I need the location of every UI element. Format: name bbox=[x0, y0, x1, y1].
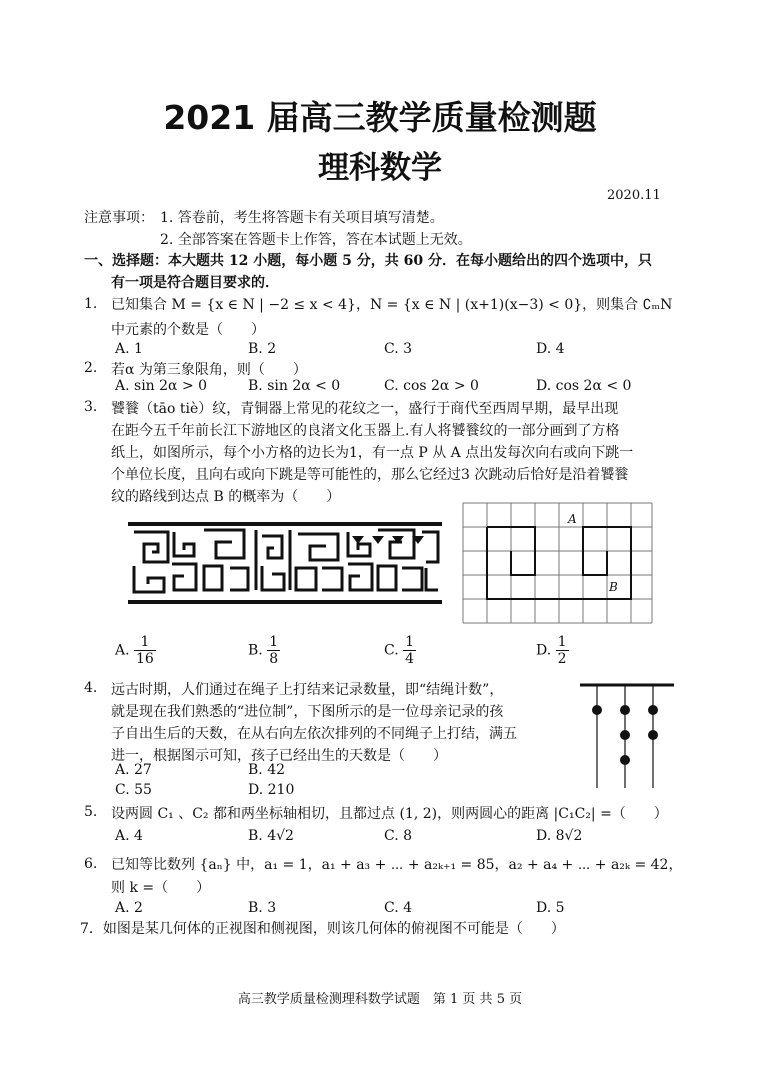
option-d: D. 210 bbox=[248, 782, 295, 798]
question-text: 已知等比数列 {aₙ} 中，a₁ = 1，a₁ + a₃ + ⋯ + a₂ₖ₊₁ = 85，a₂ + a₄ + ⋯ + a₂ₖ = 42， bbox=[111, 857, 683, 873]
option-a: A. 4 bbox=[115, 828, 143, 844]
question-number: 4. bbox=[84, 680, 98, 696]
grid-figure bbox=[462, 502, 654, 624]
page-subtitle: 理科数学 bbox=[318, 150, 442, 186]
section-heading-cont: 有一项是符合题目要求的． bbox=[111, 275, 279, 291]
option-c: C. 8 bbox=[384, 828, 413, 844]
option-a: A. 2 bbox=[115, 900, 143, 916]
question-text: 7．如图是某几何体的正视图和侧视图，则该几何体的俯视图不可能是（ ） bbox=[80, 921, 565, 937]
notice-label: 注意事项： bbox=[84, 210, 154, 226]
option-d: D. $\frac{1}{2}$ bbox=[536, 634, 567, 667]
option-c: C. 55 bbox=[115, 782, 152, 798]
option-d: D. 4 bbox=[536, 341, 565, 357]
question-number: 3. bbox=[84, 399, 98, 415]
option-a: A. $\frac{1}{16}$ bbox=[115, 634, 154, 667]
grid-label-b: B bbox=[609, 580, 618, 594]
question-number: 6. bbox=[84, 856, 98, 872]
page-footer: 高三教学质量检测理科数学试题 第 1 页 共 5 页 bbox=[237, 992, 523, 1007]
question-number: 5. bbox=[84, 804, 98, 820]
option-d: D. 8√2 bbox=[536, 828, 583, 844]
option-d: D. 5 bbox=[536, 900, 565, 916]
option-b: B. 2 bbox=[248, 341, 277, 357]
question-text: 个单位长度，且向右或向下跳是等可能性的，那么它经过3 次跳动后恰好是沿着饕餮 bbox=[111, 467, 629, 483]
option-c: C. $\frac{1}{4}$ bbox=[384, 634, 415, 667]
option-b: B. $\frac{1}{8}$ bbox=[248, 634, 279, 667]
section-heading: 一、选择题：本大题共 12 小题，每小题 5 分，共 60 分．在每小题给出的四个选项中，只 bbox=[84, 253, 652, 269]
notice-item: 2. 全部答案在答题卡上作答，答在本试题上无效。 bbox=[160, 232, 472, 248]
option-c: C. 4 bbox=[384, 900, 413, 916]
option-a: A. sin 2α > 0 bbox=[115, 378, 208, 394]
taotie-pattern-image bbox=[126, 516, 444, 608]
option-b: B. 3 bbox=[248, 900, 277, 916]
question-text: 在距今五千年前长江下游地区的良渚文化玉器上.有人将饕餮纹的一部分画到了方格 bbox=[111, 423, 620, 439]
option-a: A. 27 bbox=[115, 762, 152, 778]
knot-rope-figure bbox=[578, 680, 676, 790]
question-number: 2. bbox=[84, 360, 98, 376]
question-text: 纸上，如图所示，每个小方格的边长为1，有一点 P 从 A 点出发每次向右或向下跳一 bbox=[111, 445, 634, 461]
option-b: B. sin 2α < 0 bbox=[248, 378, 341, 394]
question-text: 远古时期，人们通过在绳子上打结来记录数量，即“结绳计数”， bbox=[111, 682, 504, 698]
option-c: C. 3 bbox=[384, 341, 413, 357]
notice-item: 1. 答卷前，考生将答题卡有关项目填写清楚。 bbox=[160, 210, 444, 226]
option-b: B. 42 bbox=[248, 762, 286, 778]
question-text: 设两圆 C₁ 、C₂ 都和两坐标轴相切，且都过点 (1, 2)，则两圆心的距离 |C₁C₂| =（ ） bbox=[111, 806, 668, 822]
question-text: 中元素的个数是（ ） bbox=[111, 322, 265, 338]
question-text: 若α 为第三象限角，则（ ） bbox=[111, 362, 307, 378]
page-title: 2021 届高三教学质量检测题 bbox=[163, 98, 597, 137]
grid-label-a: A bbox=[568, 512, 577, 526]
question-text: 进一，根据图示可知，孩子已经出生的天数是（ ） bbox=[111, 748, 447, 764]
option-a: A. 1 bbox=[115, 341, 143, 357]
option-d: D. cos 2α < 0 bbox=[536, 378, 632, 394]
option-c: C. cos 2α > 0 bbox=[384, 378, 479, 394]
question-text: 则 k =（ ） bbox=[111, 880, 211, 896]
question-number: 1. bbox=[84, 296, 98, 312]
question-text: 子自出生后的天数，在从右向左依次排列的不同绳子上打结，满五 bbox=[111, 726, 517, 742]
question-text: 已知集合 M = {x ∈ N | −2 ≤ x < 4}，N = {x ∈ N | (x+1)(x−3) < 0}，则集合 ∁ₘN bbox=[111, 297, 673, 313]
exam-date: 2020.11 bbox=[607, 188, 661, 203]
question-text: 就是现在我们熟悉的“进位制”，下图所示的是一位母亲记录的孩 bbox=[111, 704, 504, 720]
option-b: B. 4√2 bbox=[248, 828, 294, 844]
question-text: 纹的路线到达点 B 的概率为（ ） bbox=[111, 489, 341, 505]
question-text: 饕餮（tāo tiè）纹，青铜器上常见的花纹之一，盛行于商代至西周早期，最早出现 bbox=[111, 401, 619, 417]
